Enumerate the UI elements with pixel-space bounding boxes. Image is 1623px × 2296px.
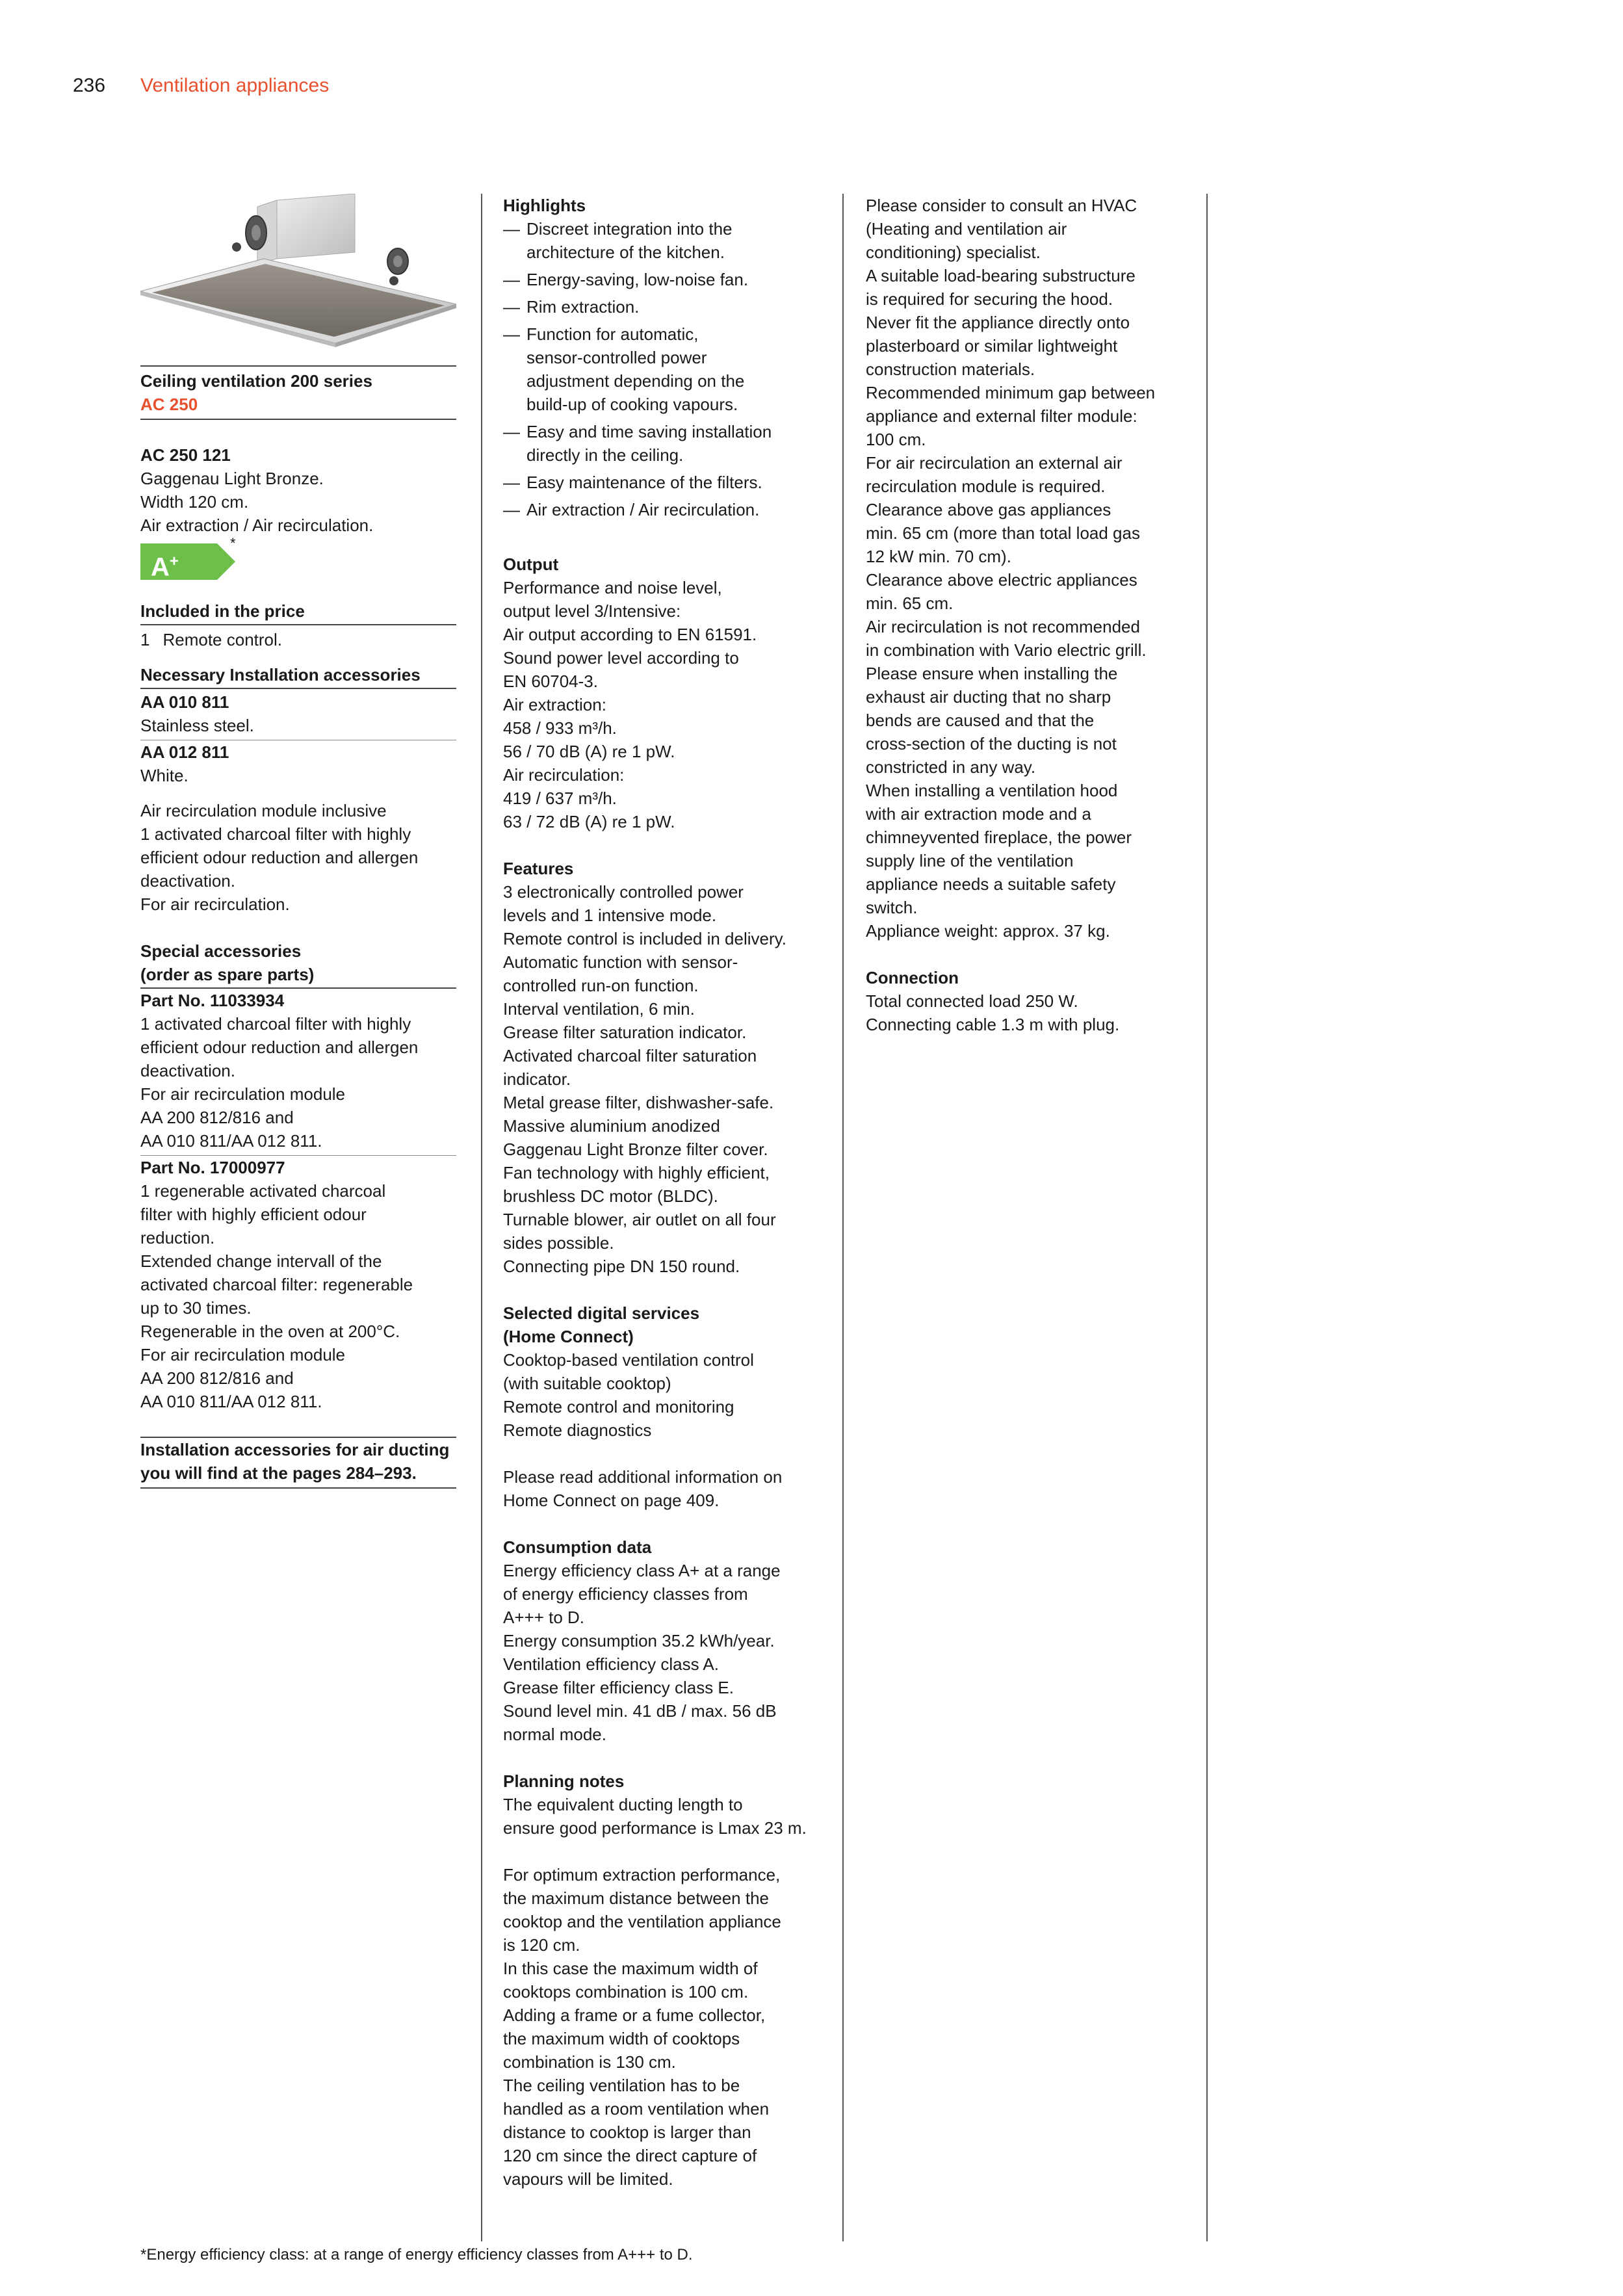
list-item: — Easy maintenance of the filters. xyxy=(503,471,819,494)
features-line: Connecting pipe DN 150 round. xyxy=(503,1257,740,1276)
part-line: up to 30 times. xyxy=(140,1298,252,1318)
planning-line: Adding a frame or a fume collector, xyxy=(503,2005,766,2025)
part-line: reduction. xyxy=(140,1228,215,1247)
output-line: Sound power level according to xyxy=(503,648,739,668)
divider xyxy=(140,1487,456,1489)
notes-line: with air extraction mode and a xyxy=(866,804,1091,824)
notes-line: bends are caused and that the xyxy=(866,711,1095,730)
planning-line: distance to cooktop is larger than xyxy=(503,2122,751,2142)
model-desc-line: Width 120 cm. xyxy=(140,492,249,512)
list-item: — Energy-saving, low-noise fan. xyxy=(503,268,819,291)
notes-line: exhaust air ducting that no sharp xyxy=(866,687,1111,707)
accessory-code: AA 010 811 xyxy=(140,692,229,712)
part-line: filter with highly efficient odour xyxy=(140,1205,367,1224)
notes-line: A suitable load-bearing substructure xyxy=(866,266,1136,285)
consumption-line: A+++ to D. xyxy=(503,1608,585,1627)
consumption-line: Energy efficiency class A+ at a range xyxy=(503,1561,781,1580)
planning-line: In this case the maximum width of xyxy=(503,1959,758,1978)
model-number: AC 250 121 xyxy=(140,445,231,465)
planning-line: 120 cm since the direct capture of xyxy=(503,2146,757,2165)
planning-line: The ceiling ventilation has to be xyxy=(503,2076,740,2095)
highlights-list xyxy=(503,217,819,521)
output-line: Air extraction: xyxy=(503,695,606,714)
notes-line: 12 kW min. 70 cm). xyxy=(866,547,1011,566)
part-line: efficient odour reduction and allergen xyxy=(140,1037,419,1057)
notes-line: min. 65 cm (more than total load gas xyxy=(866,523,1140,543)
footnote: *Energy efficiency class: at a range of energy efficiency classes from A+++ to D. xyxy=(140,2246,693,2263)
features-line: controlled run-on function. xyxy=(503,976,699,995)
notes-line: 100 cm. xyxy=(866,430,926,449)
planning-line: handled as a room ventilation when xyxy=(503,2099,770,2119)
notes-line: Clearance above gas appliances xyxy=(866,500,1111,519)
features-line: Gaggenau Light Bronze filter cover. xyxy=(503,1140,768,1159)
output-line: 63 / 72 dB (A) re 1 pW. xyxy=(503,812,675,831)
notes-line: When installing a ventilation hood xyxy=(866,781,1118,800)
list-item: — Air extraction / Air recirculation. xyxy=(503,498,819,521)
consumption-heading: Consumption data xyxy=(503,1537,652,1557)
part-line: Extended change intervall of the xyxy=(140,1251,382,1271)
output-line: 56 / 70 dB (A) re 1 pW. xyxy=(503,742,675,761)
model-family: AC 250 xyxy=(140,395,198,414)
features-line: Massive aluminium anodized xyxy=(503,1116,720,1136)
energy-label xyxy=(140,535,456,585)
consumption-line: Energy consumption 35.2 kWh/year. xyxy=(503,1631,775,1650)
column-divider xyxy=(1206,194,1208,2241)
divider xyxy=(140,365,456,367)
digital-line: Remote control and monitoring xyxy=(503,1397,734,1416)
notes-line: Never fit the appliance directly onto xyxy=(866,313,1130,332)
digital-line: Remote diagnostics xyxy=(503,1420,652,1440)
notes-line: is required for securing the hood. xyxy=(866,289,1113,309)
info-line: Please read additional information on xyxy=(503,1467,783,1487)
notes-line: plasterboard or similar lightweight xyxy=(866,336,1118,356)
features-line: brushless DC motor (BLDC). xyxy=(503,1186,718,1206)
accessory-desc: White. xyxy=(140,766,188,785)
list-item: — Discreet integration into the architecture of the kitchen. xyxy=(503,217,819,264)
notes-line: recirculation module is required. xyxy=(866,476,1106,496)
part-line: 1 regenerable activated charcoal xyxy=(140,1181,386,1201)
notes-line: chimneyvented fireplace, the power xyxy=(866,828,1132,847)
install-note: you will find at the pages 284–293. xyxy=(140,1463,417,1483)
planning-line: cooktops combination is 100 cm. xyxy=(503,1982,749,2002)
notes-line: min. 65 cm. xyxy=(866,594,954,613)
notes-line: For air recirculation an external air xyxy=(866,453,1123,473)
part-number: Part No. 11033934 xyxy=(140,991,285,1010)
output-line: output level 3/Intensive: xyxy=(503,601,681,621)
part-line: AA 200 812/816 and xyxy=(140,1108,294,1127)
connection-heading: Connection xyxy=(866,968,959,987)
section-title: Ventilation appliances xyxy=(140,75,330,96)
features-heading: Features xyxy=(503,859,574,878)
connection-line: Total connected load 250 W. xyxy=(866,991,1078,1011)
digital-heading: (Home Connect) xyxy=(503,1327,634,1346)
notes-line: appliance and external filter module: xyxy=(866,406,1137,426)
part-line: AA 010 811/AA 012 811. xyxy=(140,1392,322,1411)
included-heading: Included in the price xyxy=(140,601,305,621)
planning-heading: Planning notes xyxy=(503,1771,625,1791)
planning-line: For optimum extraction performance, xyxy=(503,1865,781,1885)
energy-footnote-mark: * xyxy=(230,535,236,551)
notes-line: switch. xyxy=(866,898,918,917)
consumption-line: of energy efficiency classes from xyxy=(503,1584,748,1604)
list-item: — Easy and time saving installation directly in the ceiling. xyxy=(503,420,819,467)
column-divider xyxy=(481,194,482,2241)
notes-line: Air recirculation is not recommended xyxy=(866,617,1140,636)
model-desc-line: Air extraction / Air recirculation. xyxy=(140,515,374,535)
divider xyxy=(140,624,456,625)
list-item: — Rim extraction. xyxy=(503,295,819,319)
part-line: For air recirculation module xyxy=(140,1084,346,1104)
recirc-line: deactivation. xyxy=(140,871,235,891)
special-heading: Special accessories xyxy=(140,941,302,961)
notes-line: Please ensure when installing the xyxy=(866,664,1118,683)
features-line: indicator. xyxy=(503,1069,571,1089)
features-line: 3 electronically controlled power xyxy=(503,882,744,902)
planning-line: vapours will be limited. xyxy=(503,2169,673,2189)
planning-line: cooktop and the ventilation appliance xyxy=(503,1912,781,1931)
notes-line: construction materials. xyxy=(866,359,1035,379)
notes-line: conditioning) specialist. xyxy=(866,242,1041,262)
part-line: 1 activated charcoal filter with highly xyxy=(140,1014,411,1034)
recirc-line: efficient odour reduction and allergen xyxy=(140,848,419,867)
output-heading: Output xyxy=(503,554,559,574)
notes-line: (Heating and ventilation air xyxy=(866,219,1067,239)
notes-line: Appliance weight: approx. 37 kg. xyxy=(866,921,1110,941)
features-line: Automatic function with sensor- xyxy=(503,952,738,972)
part-line: AA 010 811/AA 012 811. xyxy=(140,1131,322,1151)
part-number: Part No. 17000977 xyxy=(140,1158,285,1177)
features-line: Grease filter saturation indicator. xyxy=(503,1023,747,1042)
list-item: — Function for automatic, sensor-controlled power adjustment depending on the build-up of cooking vapours. xyxy=(503,322,819,416)
consumption-line: Ventilation efficiency class A. xyxy=(503,1654,719,1674)
recirc-line: Air recirculation module inclusive xyxy=(140,801,387,820)
notes-line: Recommended minimum gap between xyxy=(866,383,1156,402)
planning-line: the maximum width of cooktops xyxy=(503,2029,740,2048)
info-line: Home Connect on page 409. xyxy=(503,1491,720,1510)
column-specifications xyxy=(503,194,819,2191)
part-line: Regenerable in the oven at 200°C. xyxy=(140,1322,400,1341)
recirc-line: 1 activated charcoal filter with highly xyxy=(140,824,411,844)
notes-line: supply line of the ventilation xyxy=(866,851,1074,870)
planning-line: The equivalent ducting length to xyxy=(503,1795,743,1814)
notes-line: appliance needs a suitable safety xyxy=(866,874,1116,894)
part-line: deactivation. xyxy=(140,1061,235,1080)
column-installation-notes xyxy=(866,194,1182,1036)
install-note: Installation accessories for air ducting xyxy=(140,1440,450,1459)
planning-line: ensure good performance is Lmax 23 m. xyxy=(503,1818,807,1838)
notes-line: cross-section of the ducting is not xyxy=(866,734,1117,753)
column-product-info xyxy=(140,194,456,1489)
digital-line: Cooktop-based ventilation control xyxy=(503,1350,754,1370)
notes-line: constricted in any way. xyxy=(866,757,1036,777)
planning-line: combination is 130 cm. xyxy=(503,2052,676,2072)
part-line: For air recirculation module xyxy=(140,1345,346,1364)
accessory-desc: Stainless steel. xyxy=(140,716,254,735)
planning-line: is 120 cm. xyxy=(503,1935,580,1955)
features-line: Remote control is included in delivery. xyxy=(503,929,786,948)
accessory-code: AA 012 811 xyxy=(140,742,229,762)
energy-class: A+ xyxy=(151,553,179,582)
digital-heading: Selected digital services xyxy=(503,1303,700,1323)
features-line: Activated charcoal filter saturation xyxy=(503,1046,757,1065)
features-line: Interval ventilation, 6 min. xyxy=(503,999,695,1019)
planning-line: the maximum distance between the xyxy=(503,1888,769,1908)
series-title: Ceiling ventilation 200 series xyxy=(140,371,372,391)
necessary-heading: Necessary Installation accessories xyxy=(140,665,421,685)
divider xyxy=(140,688,456,689)
page-number: 236 xyxy=(73,75,106,96)
output-line: 458 / 933 m³/h. xyxy=(503,718,617,738)
consumption-line: Sound level min. 41 dB / max. 56 dB xyxy=(503,1701,777,1721)
features-line: Fan technology with highly efficient, xyxy=(503,1163,770,1182)
output-line: Air recirculation: xyxy=(503,765,625,785)
model-desc-line: Gaggenau Light Bronze. xyxy=(140,469,324,488)
part-line: AA 200 812/816 and xyxy=(140,1368,294,1388)
product-image xyxy=(140,194,456,356)
output-line: EN 60704-3. xyxy=(503,672,598,691)
column-divider xyxy=(842,194,844,2241)
part-line: activated charcoal filter: regenerable xyxy=(140,1275,413,1294)
features-line: Metal grease filter, dishwasher-safe. xyxy=(503,1093,774,1112)
features-line: levels and 1 intensive mode. xyxy=(503,906,717,925)
consumption-line: Grease filter efficiency class E. xyxy=(503,1678,734,1697)
notes-line: in combination with Vario electric grill. xyxy=(866,640,1147,660)
output-line: Air output according to EN 61591. xyxy=(503,625,757,644)
notes-line: Clearance above electric appliances xyxy=(866,570,1137,590)
highlights-heading: Highlights xyxy=(503,196,586,215)
special-heading: (order as spare parts) xyxy=(140,965,315,984)
included-item: 1 Remote control. xyxy=(140,630,282,649)
output-line: Performance and noise level, xyxy=(503,578,722,597)
recirc-line: For air recirculation. xyxy=(140,894,290,914)
features-line: sides possible. xyxy=(503,1233,614,1253)
digital-line: (with suitable cooktop) xyxy=(503,1374,671,1393)
notes-line: Please consider to consult an HVAC xyxy=(866,196,1137,215)
consumption-line: normal mode. xyxy=(503,1725,606,1744)
output-line: 419 / 637 m³/h. xyxy=(503,789,617,808)
connection-line: Connecting cable 1.3 m with plug. xyxy=(866,1015,1120,1034)
features-line: Turnable blower, air outlet on all four xyxy=(503,1210,776,1229)
